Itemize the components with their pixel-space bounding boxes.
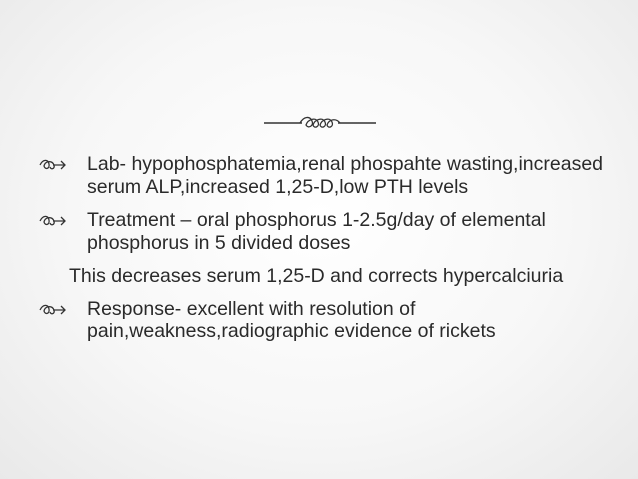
bullet-lab xyxy=(38,153,623,198)
bullet-treatment xyxy=(38,209,623,254)
bullet-text: Lab- hypophosphatemia,renal phospahte wasting,increased serum ALP,increased 1,25-D,low PTH levels xyxy=(87,153,604,198)
curly-arrow-bullet-icon xyxy=(38,302,68,318)
curly-arrow-bullet-icon xyxy=(38,213,68,229)
curly-arrow-bullet-icon xyxy=(38,157,68,173)
bullet-text: Response- excellent with resolution of pain,weakness,radiographic evidence of rickets xyxy=(87,297,496,342)
paragraph-text: This decreases serum 1,25-D and corrects hypercalciuria xyxy=(69,265,564,287)
bullet-response xyxy=(38,298,623,343)
bullet-text: Treatment – oral phosphorus 1-2.5g/day of elemental phosphorus in 5 divided doses xyxy=(87,209,546,254)
flourish-divider-icon xyxy=(262,112,378,134)
slide-body xyxy=(38,153,623,354)
plain-paragraph xyxy=(19,265,623,288)
